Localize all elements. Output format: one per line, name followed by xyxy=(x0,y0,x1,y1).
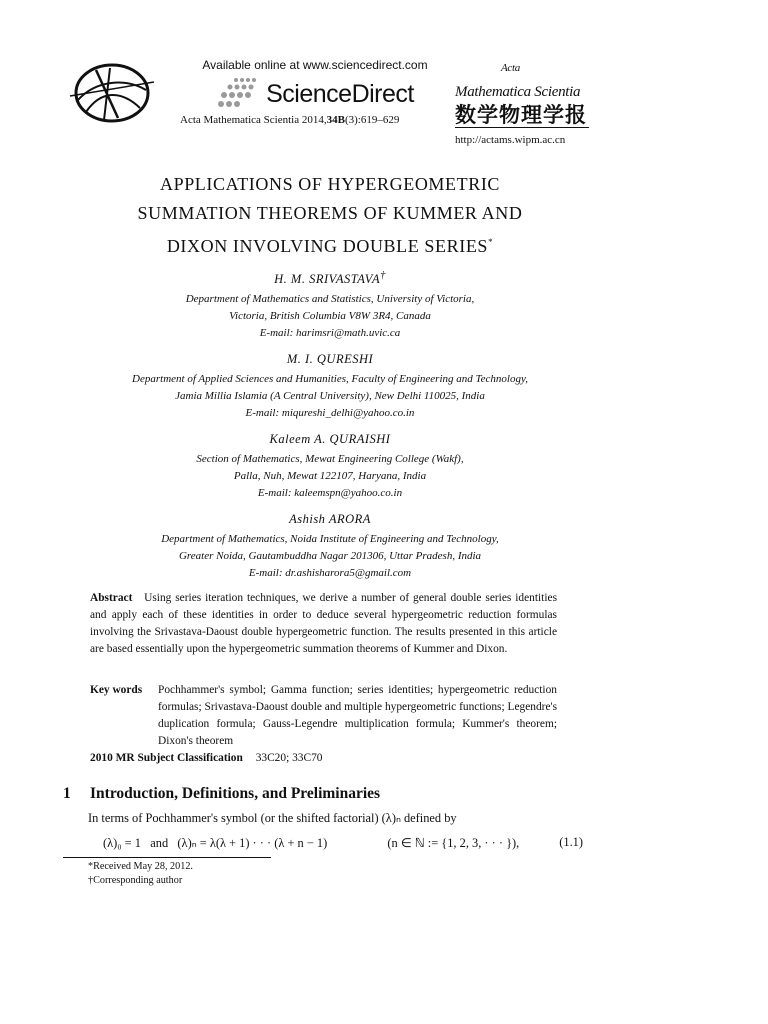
journal-reference: Acta Mathematica Scientia 2014,34B(3):619–629 xyxy=(180,114,400,126)
author-name: Kaleem A. QURAISHI xyxy=(269,432,391,447)
abstract xyxy=(90,590,557,658)
paper-title: APPLICATIONS OF HYPERGEOMETRIC SUMMATION THEOREMS OF KUMMER AND DIXON INVOLVING DOUBLE SERIES* xyxy=(137,174,523,256)
keywords-label: Key words xyxy=(90,684,143,696)
author-affiliation: Department of Mathematics and Statistics, University of Victoria, xyxy=(185,293,475,306)
author-name: Ashish ARORA xyxy=(289,512,371,527)
footnote-corresponding: †Corresponding author xyxy=(88,875,183,886)
author-block xyxy=(60,270,600,342)
abstract-label: Abstract xyxy=(90,592,133,604)
journal-url: http://actams.wipm.ac.cn xyxy=(455,134,566,146)
author-affiliation: Section of Mathematics, Mewat Engineering College (Wakf), xyxy=(196,453,464,466)
sciencedirect-wordmark: ScienceDirect xyxy=(266,79,414,108)
section-title: Introduction, Definitions, and Preliminaries xyxy=(90,785,381,802)
author-email: E-mail: miqureshi_delhi@yahoo.co.in xyxy=(245,407,415,420)
msc-codes: 33C20; 33C70 xyxy=(255,752,323,764)
author-name: M. I. QURESHI xyxy=(286,352,374,367)
subject-classification xyxy=(90,752,322,764)
author-email: E-mail: kaleemspn@yahoo.co.in xyxy=(257,487,403,500)
author-email: E-mail: dr.ashisharora5@gmail.com xyxy=(248,567,412,580)
footnote-received: *Received May 28, 2012. xyxy=(88,861,193,872)
available-online-text: Available online at www.sciencedirect.com xyxy=(202,58,428,72)
author-affiliation: Department of Mathematics, Noida Institute of Engineering and Technology, xyxy=(161,533,499,546)
header-rule xyxy=(455,127,589,128)
author-address: Greater Noida, Gautambuddha Nagar 201306, Uttar Pradesh, India xyxy=(178,550,482,563)
author-address: Jamia Millia Islamia (A Central University), New Delhi 110025, India xyxy=(175,390,485,403)
keywords-text: Pochhammer's symbol; Gamma function; series identities; hypergeometric reduction formulas; Srivastava-Daoust double and multiple hypergeometric functions; Legendre's duplication formula; Gauss-Legendre multiplication formula; Kummer's theorem; Dixon's theorem xyxy=(158,684,557,747)
msc-label: 2010 MR Subject Classification xyxy=(90,752,243,764)
author-list xyxy=(60,270,600,592)
equation-condition: (n ∈ ℕ := {1, 2, 3, · · · }), xyxy=(387,836,520,850)
abstract-text: Using series iteration techniques, we derive a number of general double series identities and apply each of these identities in order to deduce several hypergeometric reduction formulas involving the Srivastava-Daoust double hypergeometric function. The results presented in this article are based essentially upon the hypergeometric summation theorems of Kummer and Dixon. xyxy=(90,592,557,655)
author-email: E-mail: harimsri@math.uvic.ca xyxy=(259,327,401,340)
equation-1-1 xyxy=(103,835,583,851)
author-name: H. M. SRIVASTAVA† xyxy=(274,270,386,287)
journal-logo-latin: $^{Acta}$ Mathematica Scientia xyxy=(455,62,581,100)
author-address: Victoria, British Columbia V8W 3R4, Canada xyxy=(229,310,431,323)
footnote-rule xyxy=(63,857,271,858)
keywords xyxy=(90,682,557,750)
journal-logo-chinese: 数学物理学报 xyxy=(455,103,587,127)
author-address: Palla, Nuh, Mewat 122107, Haryana, India xyxy=(233,470,427,483)
author-block xyxy=(60,512,600,582)
journal-logo xyxy=(455,62,589,127)
sciencedirect-dots-icon xyxy=(216,76,260,112)
equation-number: (1.1) xyxy=(559,835,583,849)
sciencedirect-banner xyxy=(190,58,440,112)
body-paragraph: In terms of Pochhammer's symbol (or the shifted factorial) (λ)ₙ defined by xyxy=(88,811,457,825)
equation-expression: (λ)₀ = 1 and (λ)ₙ = λ(λ + 1) · · · (λ + n − 1) xyxy=(103,836,328,850)
section-number: 1 xyxy=(63,785,71,802)
author-affiliation: Department of Applied Sciences and Humanities, Faculty of Engineering and Technology, xyxy=(132,373,528,386)
section-heading xyxy=(63,785,380,803)
author-block xyxy=(60,352,600,422)
publisher-logo xyxy=(66,60,158,126)
author-block xyxy=(60,432,600,502)
